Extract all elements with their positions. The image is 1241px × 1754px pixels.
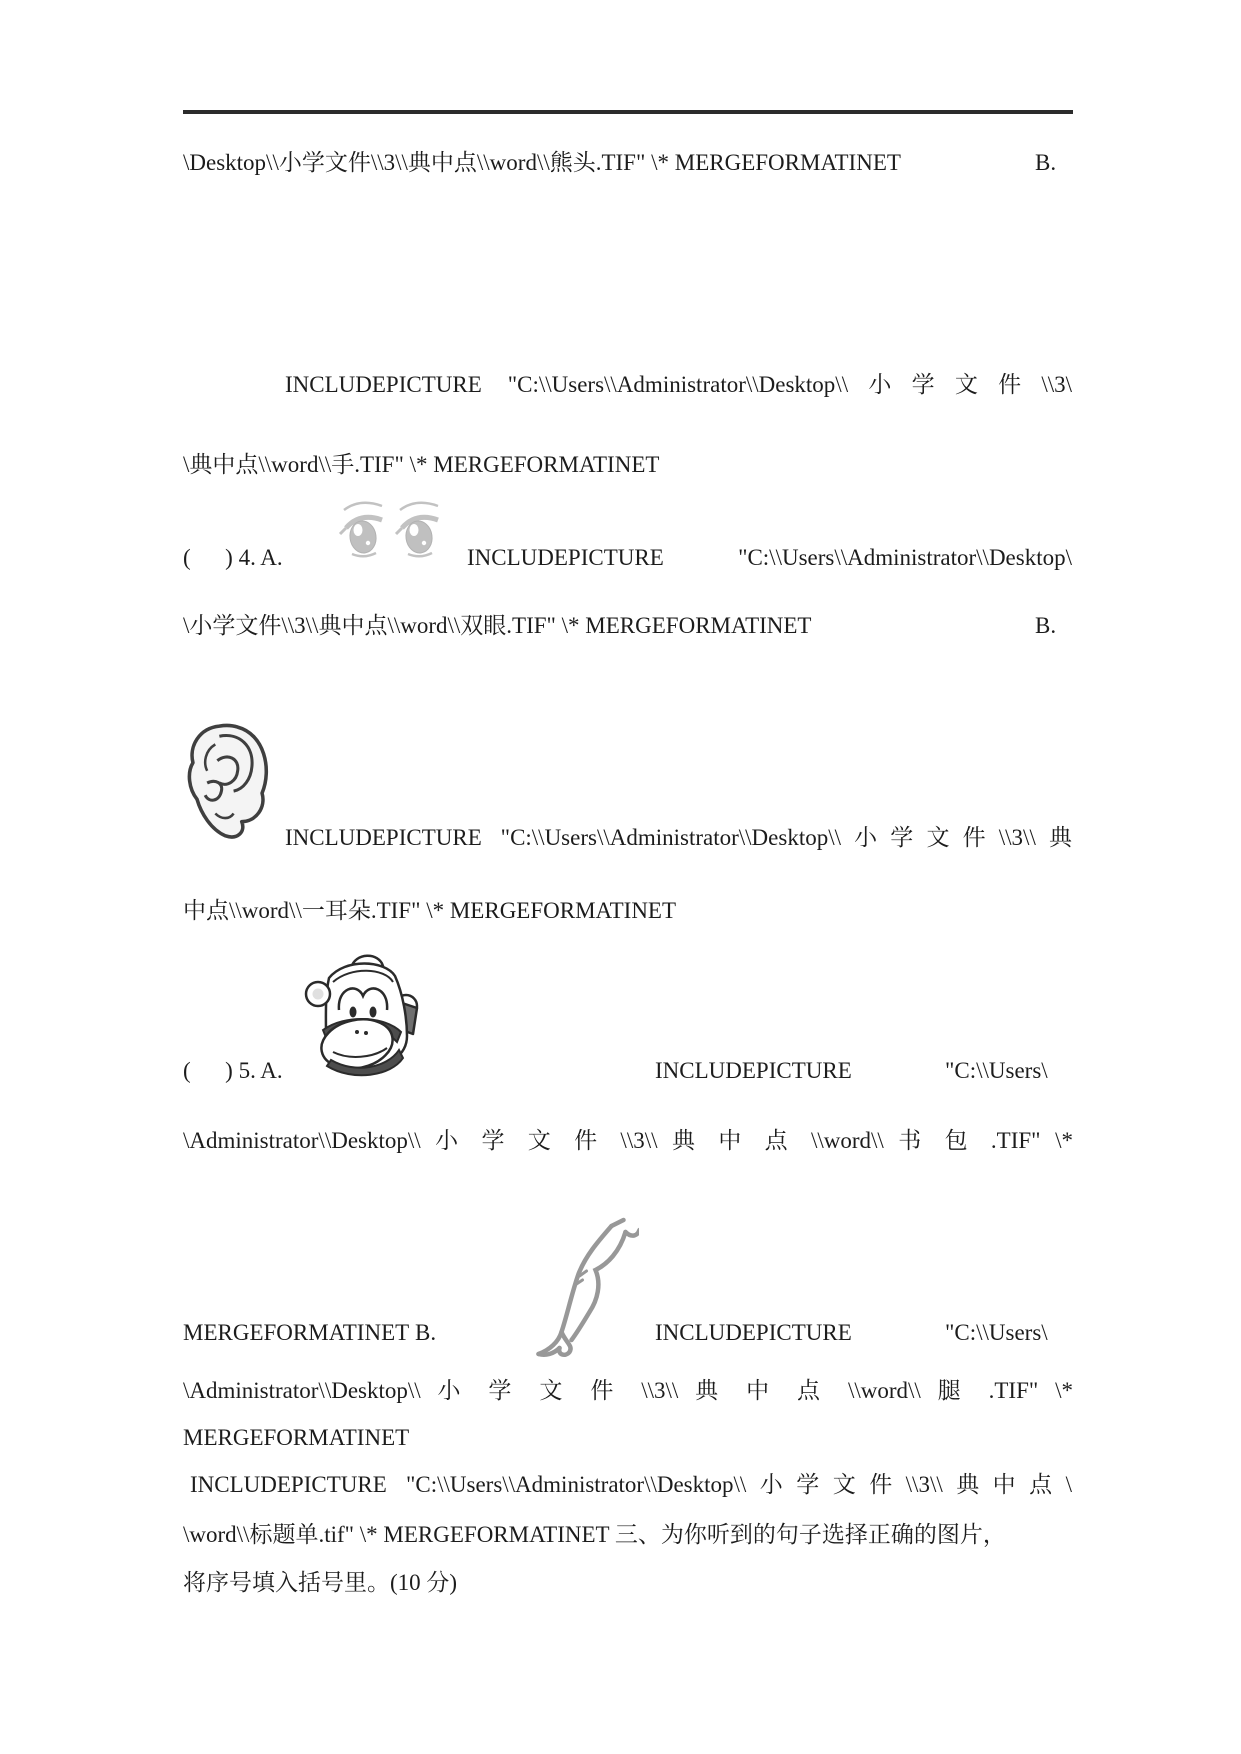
left-eye-icon	[340, 503, 382, 556]
section-3-heading-line-2: 将序号填入括号里。(10 分)	[183, 1570, 458, 1595]
eyes-image	[336, 496, 446, 560]
field-code-word-mergeformat-q5a: MERGEFORMATINET	[183, 1320, 410, 1345]
option-b-label-q3: B.	[1035, 150, 1057, 175]
field-code-line-hand-1: INCLUDEPICTURE "C:\\Users\\Administrator\\Desktop\\小学文件\\3\	[285, 372, 1072, 397]
field-code-line-titlecard-1: INCLUDEPICTURE "C:\\Users\\Administrator\\Desktop\\小学文件\\3\\典中点\	[190, 1472, 1072, 1497]
ear-icon	[180, 720, 275, 844]
question-4-stem: ( ) 4. A.	[183, 545, 283, 570]
field-code-word-cusers-q5a: "C:\\Users\	[945, 1058, 1048, 1083]
field-code-line-schoolbag: \Administrator\\Desktop\\ 小 学 文 件 \\3\\ 典 中 点 \\word\\ 书 包 .TIF" \*	[183, 1128, 1073, 1153]
monkey-backpack-icon	[293, 948, 431, 1078]
right-eye-icon	[396, 503, 438, 556]
field-code-word-mergeformat-q5b: MERGEFORMATINET	[183, 1425, 410, 1450]
section-3-heading-line-1: \word\\标题单.tif" \* MERGEFORMATINET 三、为你听到的句子选择正确的图片，	[183, 1522, 1006, 1547]
field-code-line-q4a-2: \小学文件\\3\\典中点\\word\\双眼.TIF" \* MERGEFORMATINET	[183, 613, 812, 638]
field-code-line-q4a: INCLUDEPICTURE "C:\\Users\\Administrator\\Desktop\	[467, 545, 1072, 570]
field-code-line-ear-2: 中点\\word\\一耳朵.TIF" \* MERGEFORMATINET	[183, 898, 677, 923]
field-code-line-q3b-path: \Desktop\\小学文件\\3\\典中点\\word\\熊头.TIF" \* MERGEFORMATINET	[183, 150, 901, 175]
field-code-word-includepicture-q5a: INCLUDEPICTURE	[655, 1058, 852, 1083]
leg-image	[533, 1216, 639, 1361]
backpack-image	[293, 948, 431, 1078]
horizontal-divider	[183, 110, 1073, 114]
question-5-stem: ( ) 5. A.	[183, 1058, 283, 1083]
leg-sketch-icon	[533, 1216, 639, 1361]
field-code-word-includepicture-q5b: INCLUDEPICTURE	[655, 1320, 852, 1345]
field-code-line-ear-1: INCLUDEPICTURE "C:\\Users\\Administrator\\Desktop\\小学文件\\3\\典	[285, 825, 1072, 850]
field-code-line-leg: \Administrator\\Desktop\\ 小 学 文 件 \\3\\ 典 中 点 \\word\\ 腿 .TIF" \*	[183, 1378, 1073, 1403]
field-code-line-hand-2: \典中点\\word\\手.TIF" \* MERGEFORMATINET	[183, 452, 660, 477]
field-code-word-cusers-q5b: "C:\\Users\	[945, 1320, 1048, 1345]
ear-image	[180, 720, 275, 844]
option-b-label-q5: B.	[415, 1320, 437, 1345]
option-b-label-q4: B.	[1035, 613, 1057, 638]
